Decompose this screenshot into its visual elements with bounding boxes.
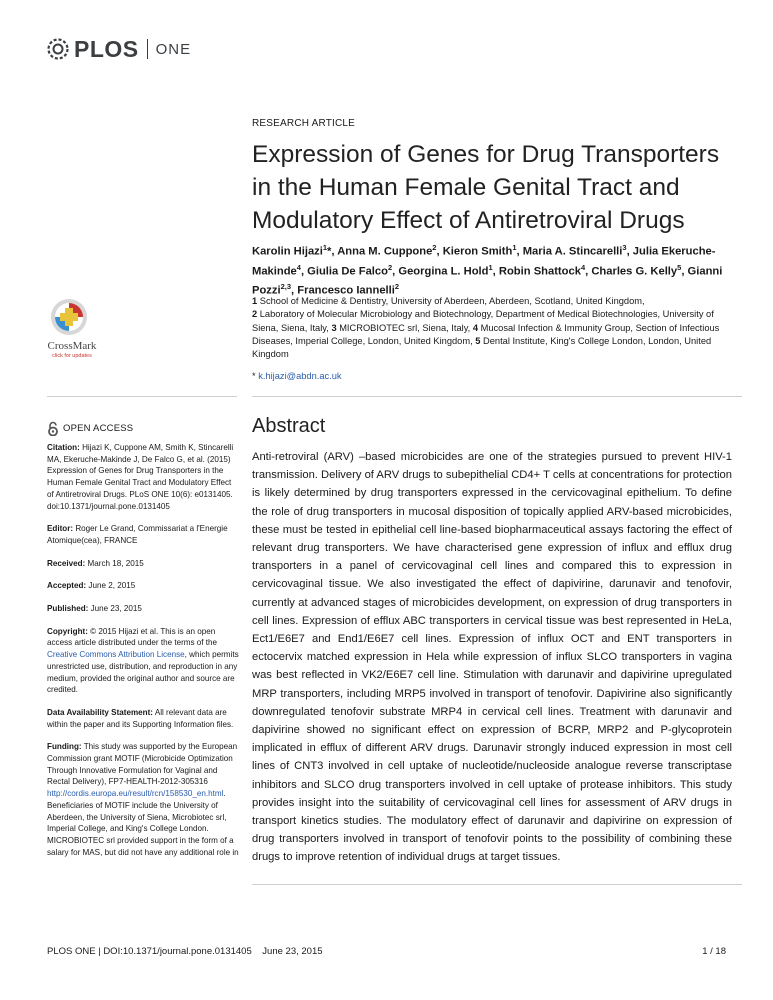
author-name: Giulia De Falco — [307, 265, 388, 278]
logo-text: PLOS — [74, 35, 139, 62]
affiliation-number: 2 — [252, 309, 258, 320]
license-link[interactable]: Creative Commons Attribution License — [47, 650, 185, 660]
open-lock-icon — [47, 421, 59, 436]
author-name: Maria A. Stincarelli — [522, 245, 623, 258]
author-separator: , — [492, 265, 499, 278]
plos-one-logo[interactable] — [47, 36, 191, 62]
author-affiliation-sup: 2 — [387, 262, 393, 272]
sidebar-divider — [47, 396, 237, 397]
funding-link[interactable]: http://cordis.europa.eu/result/rcn/158530_en.html — [47, 789, 224, 799]
author-name: Robin Shattock — [498, 265, 581, 278]
author-name: Anna M. Cuppone — [337, 245, 433, 258]
received-date: Received: March 18, 2015 — [47, 558, 144, 568]
corresponding-symbol: * — [252, 371, 256, 381]
header-divider — [252, 396, 742, 397]
author-affiliation-sup: 4 — [296, 262, 301, 272]
plos-logo-icon — [47, 38, 69, 60]
funding: Funding: This study was supported by the European Commission grant MOTIF (Microbicide Optimization Through Innovative Formulation for Vaginal and Rectal Delivery), FP7-HEALTH-2012-305316 http://cordis.europa.eu/result/rcn/158530_en.html. Beneficiaries of MOTIF include the University of Aberdeen, the University of Siena, Microbiotec srl, Imperial College, and King's College London. MICROBIOTEC srl provided support in the form of a salary for MAS, but did not have any additional role in — [47, 742, 239, 857]
author-separator: , — [392, 265, 399, 278]
abstract-divider — [252, 884, 742, 885]
author-separator: , — [300, 265, 308, 278]
author-name: Karolin Hijazi — [252, 245, 323, 258]
data-availability: Data Availability Statement: All relevant data are within the paper and its Supporting Information files. — [47, 707, 234, 729]
logo-separator — [147, 39, 148, 59]
affiliation-number: 4 — [472, 322, 478, 333]
author-name: Julia Ekeruche-Makinde — [252, 245, 716, 278]
author-affiliation-sup: 1 — [322, 243, 328, 252]
author-affiliation-sup: 1 — [512, 243, 517, 252]
open-access-label: OPEN ACCESS — [63, 423, 134, 434]
affiliation-text: Mucosal Infection & Immunity Group, Section of Infectious Diseases, Imperial College, London, United Kingdom, — [252, 322, 720, 346]
author-separator: , — [626, 245, 633, 258]
author-separator: , — [516, 245, 523, 258]
editor: Editor: Roger Le Grand, Commissariat a l'Energie Atomique(cea), FRANCE — [47, 524, 228, 545]
crossmark-sub: click for updates — [52, 353, 92, 359]
article-sidebar — [47, 442, 240, 869]
crossmark-label: CrossMark — [47, 340, 97, 352]
abstract-body: Anti-retroviral (ARV) –based microbicides are one of the strategies pursued to prevent HIV-1 transmission. Delivery of ARV drugs to subepithelial CD4+ T cells at concentrations for protection is likely determined by drug transporters expressed in the cervicovaginal epithelium. To define the role of drug transporters in mucosal disposition of topically applied ARV-based microbicides, these must be tested in epithelial cell line-based biopharmaceutical assays factoring the effect of relevant drug transporters. We have characterised gene expression of influx and efflux drug transporters in a panel of cervicovaginal cell lines and compared this to expression in cervicovaginal tissue. We also investigated the effect of dapivirine, darunavir and tenofovir, currently at advanced stages of microbicides development, on expression of drug transporters in cell lines. Expression of efflux ABC transporters in cervical tissue was best represented in HeLa, Ect1/E6E7 and End1/E6E7 cell lines. Expression of influx OCT and ENT transporters in ectocervix matched expression in Hela while expression of influx SLCO transporters in vagina was best reflected in VK2/E6E7 cell line. Stimulation with darunavir and dapivirine upregulated MRP transporters, including MRP5 involved in transport of tenofovir. Dapivirine also significantly downregulated tenofovir substrate MRP4 in cervical cell lines. Treatment with darunavir and dapivirine showed no significant effect on expression of BCRP, MRP2 and P-glycoprotein implicated in efflux of different ARV drugs. Darunavir strongly induced expression in most cell lines of CNT3 involved in cell uptake of nucleotide/nucleoside analogue reverse transcriptase inhibitors and SLCO drug transporters involved in cell uptake of protease inhibitors. This study provides insight into the suitability of cervicovaginal cell lines for assessment of ARV drugs in transport kinetics studies. The modulatory effect of darunavir and dapivirine on expression of drug transporters involved in transport of tenofovir points to the possibility of combining these drugs to improve retention of individual drugs at target tissues. — [252, 451, 732, 864]
corresponding-email-link[interactable]: k.hijazi@abdn.ac.uk — [258, 371, 342, 381]
corresponding-author — [252, 371, 342, 381]
author-separator: *, — [327, 245, 338, 258]
accepted-date: Accepted: June 2, 2015 — [47, 581, 136, 591]
author-affiliation-sup: 2 — [394, 282, 400, 292]
affiliation-number: 1 — [252, 296, 258, 306]
affiliation-text: School of Medicine & Dentistry, University of Aberdeen, Aberdeen, Scotland, United Kingdom, — [257, 296, 645, 306]
crossmark-badge[interactable] — [42, 298, 98, 364]
published-date: Published: June 23, 2015 — [47, 604, 142, 614]
author-affiliation-sup: 4 — [580, 262, 586, 272]
author-affiliation-sup: 3 — [622, 243, 627, 252]
author-affiliation-sup: 5 — [677, 262, 682, 272]
author-separator: , — [585, 265, 592, 278]
citation: Citation: Hijazi K, Cuppone AM, Smith K, Stincarelli MA, Ekeruche-Makinde J, De Falco G, et al. (2015) Expression of Genes for Drug Transporters in the Human Female Genital Tract and Modulatory Effect of Antiretroviral Drugs. PLoS ONE 10(6): e0131405. doi:10.1371/journal.pone.0131405 — [47, 443, 234, 511]
author-separator: , — [436, 245, 443, 258]
affiliation-text: MICROBIOTEC srl, Siena, Italy, — [336, 322, 471, 333]
author-separator: , — [291, 285, 298, 298]
author-affiliation-sup: 2 — [432, 243, 437, 252]
article-title: Expression of Genes for Drug Transporters in the Human Female Genital Tract and Modulatory Effect of Antiretroviral Drugs — [252, 141, 720, 234]
affiliation-number: 3 — [331, 322, 337, 333]
copyright: Copyright: © 2015 Hijazi et al. This is an open access article distributed under the terms of the Creative Commons Attribution License, which permits unrestricted use, distribution, and reproduction in any medium, provided the original author and source are credited. — [47, 626, 239, 695]
affiliations — [252, 295, 742, 361]
author-name: Gianni Pozzi — [252, 265, 723, 298]
page-number: 1 / 18 — [702, 946, 726, 957]
affiliation-text: Dental Institute, King's College London, London, United Kingdom — [252, 335, 712, 360]
author-list — [252, 240, 742, 299]
open-access-badge — [47, 421, 133, 436]
affiliation-text: Laboratory of Molecular Microbiology and Biotechnology, Department of Medical Biotechnologies, University of Siena, Siena, Italy, — [252, 309, 714, 333]
author-separator: , — [681, 265, 688, 278]
author-name: Georgina L. Hold — [398, 265, 489, 278]
abstract-heading: Abstract — [252, 415, 326, 437]
author-name: Francesco Iannelli — [297, 285, 395, 298]
author-affiliation-sup: 2,3 — [280, 282, 292, 292]
crossmark-icon — [50, 298, 88, 336]
author-affiliation-sup: 1 — [488, 262, 493, 272]
article-type: RESEARCH ARTICLE — [252, 118, 356, 129]
affiliation-number: 5 — [475, 335, 481, 346]
author-name: Kieron Smith — [442, 245, 513, 258]
logo-journal: ONE — [155, 40, 192, 58]
author-name: Charles G. Kelly — [591, 265, 678, 278]
footer-citation: PLOS ONE | DOI:10.1371/journal.pone.0131405 June 23, 2015 — [47, 946, 323, 957]
